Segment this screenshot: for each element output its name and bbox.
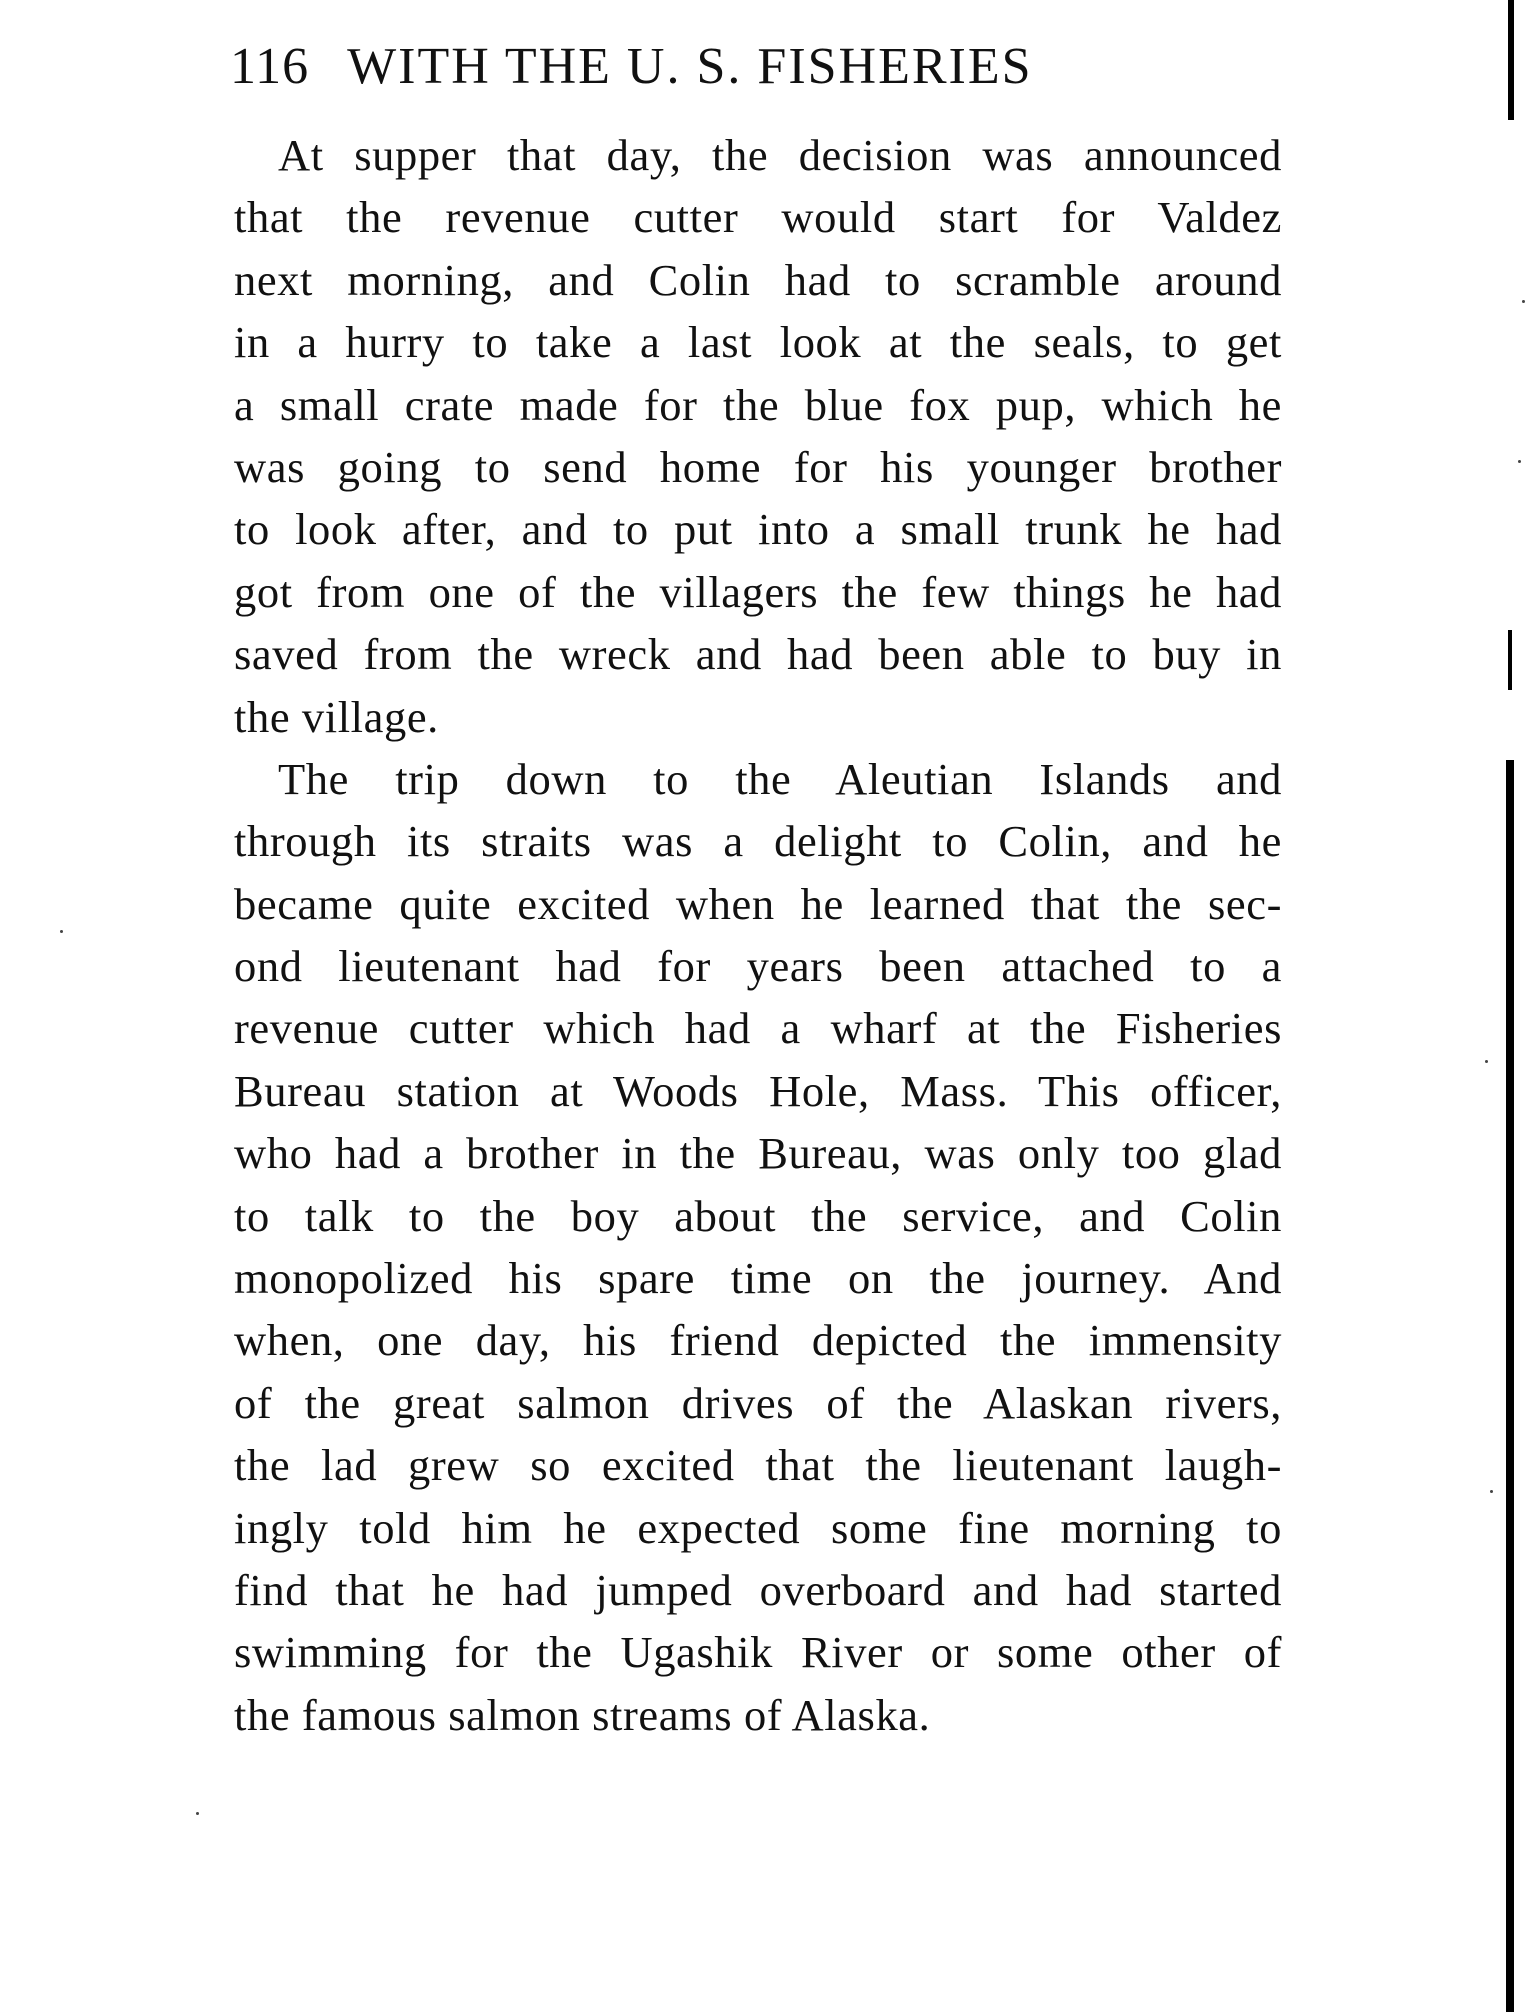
text-line: the famous salmon streams of Alaska. bbox=[234, 1689, 931, 1740]
page-number: 116 bbox=[230, 38, 310, 95]
scan-speck bbox=[60, 930, 63, 933]
text-line: next morning, and Colin had to scramble around bbox=[234, 254, 1282, 305]
text-line: the village. bbox=[234, 691, 439, 742]
scan-speck bbox=[196, 1812, 199, 1815]
scan-edge-shadow bbox=[1508, 630, 1512, 690]
text-line: that the revenue cutter would start for Valdez bbox=[234, 192, 1282, 243]
scan-edge-shadow bbox=[1506, 760, 1514, 2012]
text-line: got from one of the villagers the few things he had bbox=[234, 566, 1282, 617]
text-line: when, one day, his friend depicted the immensity bbox=[234, 1315, 1282, 1366]
paragraph-2 bbox=[234, 748, 1282, 1746]
text-line: At supper that day, the decision was announced bbox=[278, 130, 1282, 180]
scan-speck bbox=[1522, 300, 1525, 303]
text-line: who had a brother in the Bureau, was only too glad bbox=[234, 1128, 1282, 1179]
scan-speck bbox=[1490, 1490, 1493, 1493]
text-line: ond lieutenant had for years been attached to a bbox=[234, 941, 1282, 992]
running-head bbox=[230, 32, 1280, 102]
text-line: revenue cutter which had a wharf at the Fisheries bbox=[234, 1003, 1282, 1054]
running-title: WITH THE U. S. FISHERIES bbox=[347, 38, 1033, 95]
scan-speck bbox=[1518, 460, 1521, 463]
text-line: a small crate made for the blue fox pup, which he bbox=[234, 379, 1282, 430]
text-line: ingly told him he expected some fine morning to bbox=[234, 1502, 1282, 1553]
body-text bbox=[234, 124, 1282, 1746]
text-line: of the great salmon drives of the Alaskan rivers, bbox=[234, 1377, 1282, 1428]
text-line: through its straits was a delight to Colin, and he bbox=[234, 816, 1282, 867]
text-line: to look after, and to put into a small trunk he had bbox=[234, 504, 1282, 555]
scan-speck bbox=[1485, 1060, 1488, 1063]
text-line: saved from the wreck and had been able to buy in bbox=[234, 629, 1282, 680]
text-line: in a hurry to take a last look at the seals, to get bbox=[234, 317, 1282, 368]
paragraph-1 bbox=[234, 124, 1282, 748]
text-line: was going to send home for his younger brother bbox=[234, 441, 1282, 492]
text-line: Bureau station at Woods Hole, Mass. This officer, bbox=[234, 1065, 1282, 1116]
text-line: The trip down to the Aleutian Islands and bbox=[278, 753, 1282, 804]
text-line: monopolized his spare time on the journey. And bbox=[234, 1253, 1282, 1304]
scan-edge-shadow bbox=[1508, 0, 1514, 120]
text-line: the lad grew so excited that the lieutenant laugh- bbox=[234, 1440, 1282, 1491]
text-line: to talk to the boy about the service, and Colin bbox=[234, 1190, 1282, 1241]
text-line: swimming for the Ugashik River or some other of bbox=[234, 1627, 1282, 1678]
text-line: became quite excited when he learned that the sec- bbox=[234, 878, 1282, 929]
text-line: find that he had jumped overboard and had started bbox=[234, 1564, 1282, 1615]
